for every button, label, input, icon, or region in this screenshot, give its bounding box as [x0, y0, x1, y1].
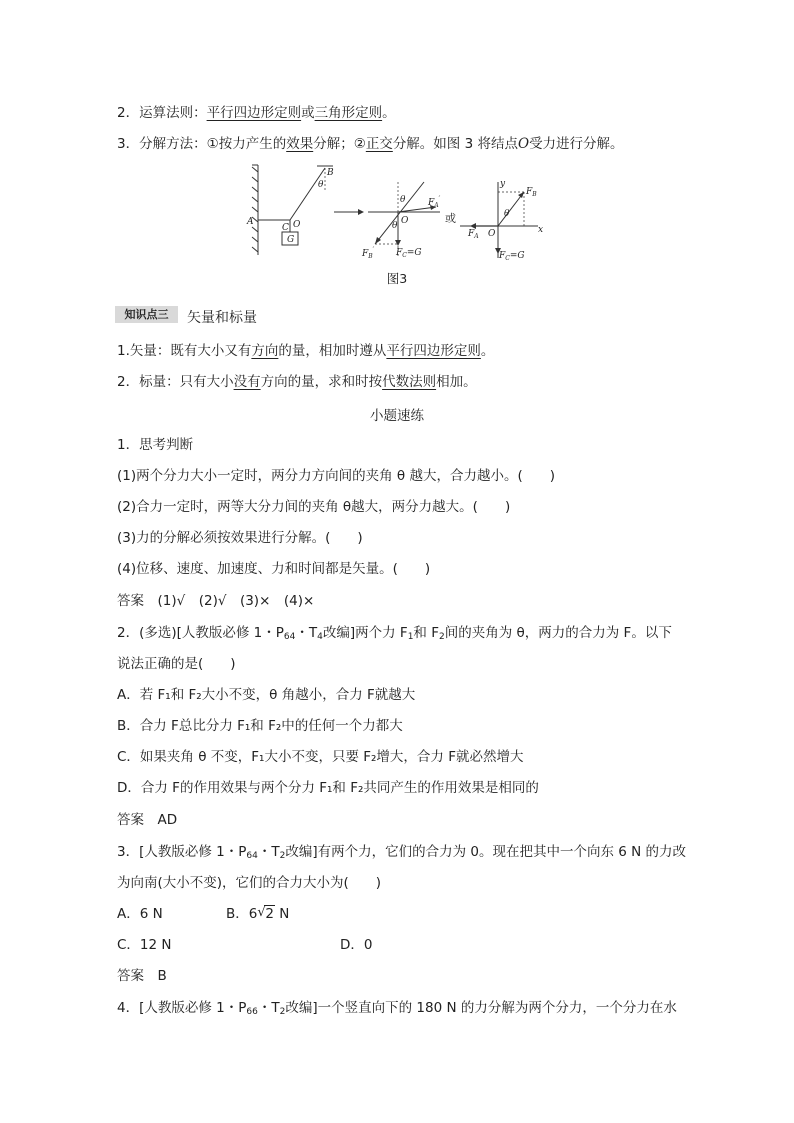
item-number: 2．: [117, 374, 140, 390]
scalar-line: [117, 373, 477, 391]
underlined-term: 代数法则: [382, 374, 437, 390]
label-x: x: [538, 225, 544, 235]
q2-option-d: D．合力 F的作用效果与两个分力 F₁和 F₂共同产生的作用效果是相同的: [117, 780, 539, 796]
q3-stem-line1: 3．[人教版必修 1・$P_{64}$・$T_2$改编]有两个力，它们的合力为 0。现在把其中一个向东 6 N 的力改: [117, 844, 687, 861]
text: 受力进行分解。: [529, 136, 624, 152]
text: 。: [382, 105, 396, 121]
label-o: O: [293, 220, 301, 230]
text: 或: [301, 105, 315, 121]
text: 方向的量，求和时按: [260, 374, 383, 390]
q2-option-b: B．合力 F总比分力 F₁和 F₂中的任何一个力都大: [117, 718, 403, 734]
label-or: 或: [445, 212, 456, 225]
q3-option-a: A．6 N: [117, 906, 163, 922]
q2-answer: 答案 AD: [117, 812, 178, 828]
item-number: 1.: [117, 343, 130, 359]
label-o-3: O: [488, 229, 496, 239]
vector-line: [117, 342, 494, 360]
q3-answer: 答案 B: [117, 968, 167, 984]
item-number: 2．: [117, 105, 140, 121]
fb-vector: [498, 192, 524, 226]
text: 分解方法：①按力产生的: [139, 136, 287, 152]
label-a: A: [247, 217, 254, 227]
rope-ob: [290, 168, 325, 220]
q1-answer: 答案 (1)√ (2)√ (3)× (4)×: [117, 593, 315, 609]
underlined-term: 平行四边形定则: [386, 343, 481, 359]
figure-caption: 图3: [386, 271, 408, 286]
q1-item: (1)两个分力大小一定时，两分力方向间的夹角 θ 越大，合力越小。( ): [117, 468, 555, 484]
label-fb: $F_B$: [526, 187, 537, 198]
label-o-2: O: [401, 216, 409, 226]
q2-stem-line1: 2．(多选)[人教版必修 1・$P_{64}$・$T_4$改编]两个力 $F_1$和 $F_2$间的夹角为 θ，两力的合力为 F。以下: [117, 625, 672, 642]
item-number: 3．: [117, 136, 140, 152]
underlined-term: 效果: [286, 136, 314, 152]
underlined-term: 正交: [365, 136, 393, 152]
q1-item: (4)位移、速度、加速度、力和时间都是矢量。( ): [117, 561, 431, 577]
label-theta-3: θ: [392, 221, 398, 231]
underlined-term: 三角形定则: [314, 105, 383, 121]
label-y: y: [500, 179, 506, 189]
q2-option-a: A．若 F₁和 F₂大小不变，θ 角越小，合力 F就越大: [117, 687, 416, 703]
text: 相加。: [436, 374, 477, 390]
section-tag: 知识点三: [115, 306, 178, 323]
point-symbol: O: [517, 136, 530, 152]
label-fa: $F_A$: [468, 229, 479, 240]
underlined-term: 没有: [233, 374, 261, 390]
q3-option-b: B．6 √ 2 N: [226, 905, 290, 922]
q1-title: 1．思考判断: [117, 437, 194, 453]
label-b: B: [327, 168, 334, 178]
text: 分解；②: [313, 136, 366, 152]
q4-stem-line1: 4．[人教版必修 1・$P_{66}$・$T_2$改编]一个竖直向下的 180 N 的力分解为两个分力，一个分力在水: [117, 1000, 677, 1017]
label-fc-1: $F_C=G$: [396, 248, 422, 259]
practice-title: 小题速练: [370, 408, 424, 424]
method-line: [117, 135, 624, 153]
rule-line: [117, 104, 396, 122]
q3-stem-line2: 为向南(大小不变)，它们的合力大小为( ): [117, 875, 382, 891]
q2-stem-line2: 说法正确的是( ): [117, 656, 236, 672]
text: 运算法则：: [139, 105, 207, 121]
underlined-term: 平行四边形定则: [206, 105, 302, 121]
force-decomposition-figure: [240, 160, 560, 285]
label-theta-2: θ: [400, 195, 406, 205]
label-fc-2: $F_C=G$: [499, 251, 525, 262]
label-theta-4: θ: [504, 209, 510, 219]
q3-option-c: C．12 N: [117, 937, 172, 953]
text: 的量，相加时遵从: [278, 343, 387, 359]
q1-item: (2)合力一定时，两等大分力间的夹角 θ越大，两分力越大。( ): [117, 499, 511, 515]
label-fb-prime: $F_B'$: [362, 246, 375, 260]
text: 。: [480, 343, 495, 359]
label-theta: θ: [318, 180, 324, 190]
text: 标量：只有大小: [139, 374, 234, 390]
arrow-icon: [334, 209, 364, 215]
text: 矢量：既有大小又有: [129, 343, 252, 359]
q3-option-d: D．0: [340, 937, 373, 953]
label-g: G: [287, 235, 295, 245]
text: 分解。如图 3 将结点: [392, 136, 518, 152]
fb-line: [375, 182, 424, 244]
label-fa-prime: $F_A'$: [428, 195, 441, 209]
wall: [252, 165, 258, 255]
section-title: 矢量和标量: [187, 310, 257, 326]
underlined-term: 方向: [251, 343, 279, 359]
q1-item: (3)力的分解必须按效果进行分解。( ): [117, 530, 363, 546]
q2-option-c: C．如果夹角 θ 不变，F₁大小不变，只要 F₂增大，合力 F就必然增大: [117, 749, 524, 765]
label-c: C: [282, 223, 289, 233]
